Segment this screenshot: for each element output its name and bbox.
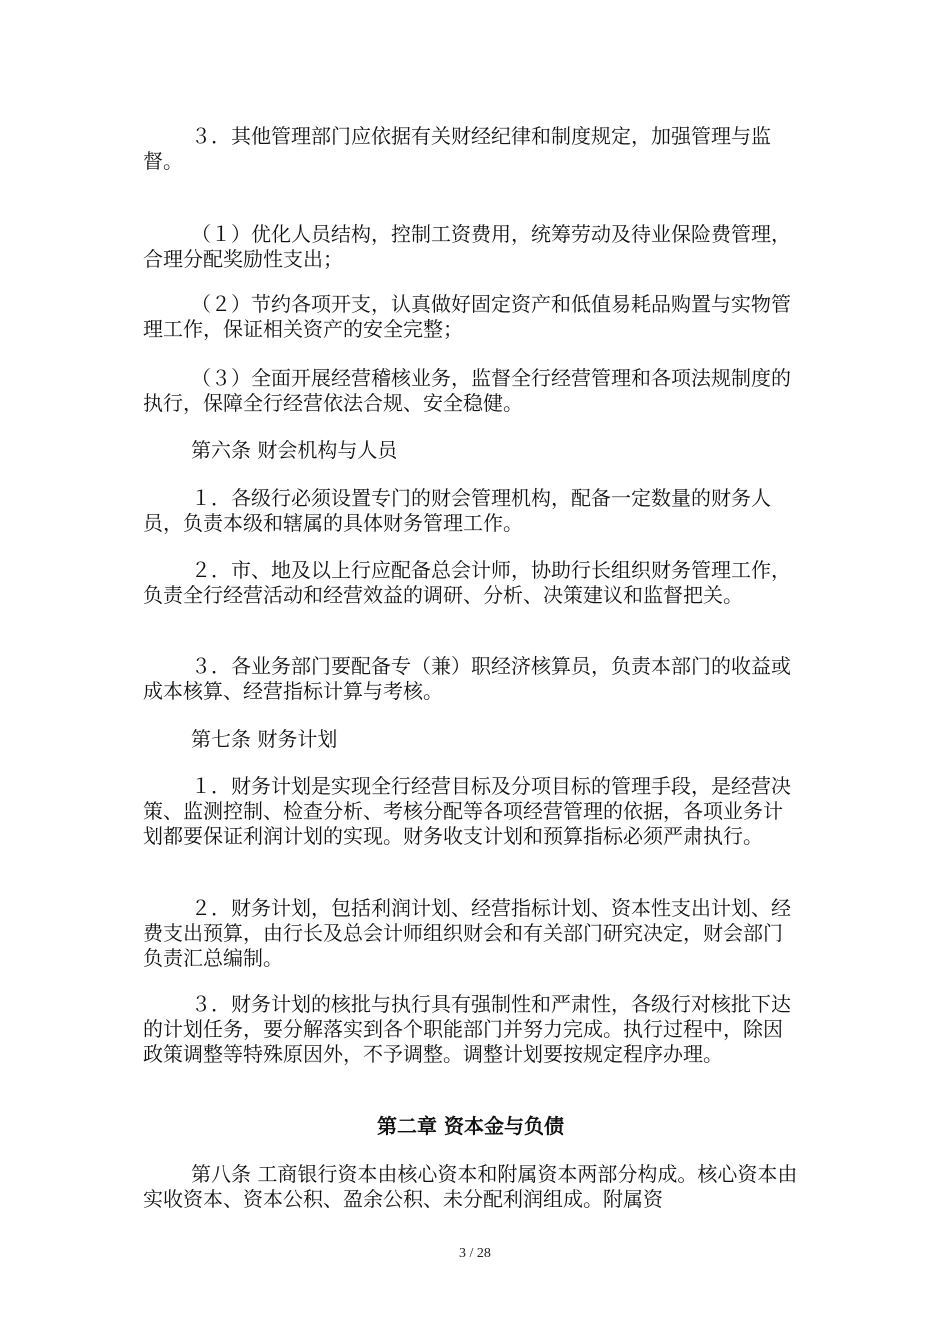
- paragraph-article6-point-3: ３．各业务部门要配备专（兼）职经济核算员，负责本部门的收益或成本核算、经营指标计算与考核。: [143, 654, 791, 703]
- paragraph-article6-point-2: ２．市、地及以上行应配备总会计师，协助行长组织财务管理工作，负责全行经营活动和经营效益的调研、分析、决策建议和监督把关。: [143, 558, 791, 607]
- paragraph-item-2-expenses: （２）节约各项开支，认真做好固定资产和低值易耗品购置与实物管理工作，保证相关资产的安全完整；: [143, 292, 791, 341]
- paragraph-article7-point-3: ３．财务计划的核批与执行具有强制性和严肃性，各级行对核批下达的计划任务，要分解落实到各个职能部门并努力完成。执行过程中，除因政策调整等特殊原因外，不予调整。调整计划要按规定程序办理。: [143, 992, 791, 1066]
- paragraph-other-departments: ３．其他管理部门应依据有关财经纪律和制度规定，加强管理与监督。: [143, 124, 771, 173]
- article-6-title: 第六条 财会机构与人员: [191, 438, 398, 462]
- page-number: 3 / 28: [459, 1246, 491, 1261]
- article-7-title: 第七条 财务计划: [191, 727, 338, 751]
- paragraph-item-3-audit: （３）全面开展经营稽核业务，监督全行经营管理和各项法规制度的执行，保障全行经营依法合规、安全稳健。: [143, 366, 791, 415]
- paragraph-article6-point-1: １．各级行必须设置专门的财会管理机构，配备一定数量的财务人员，负责本级和辖属的具体财务管理工作。: [143, 486, 771, 535]
- paragraph-article7-point-2: ２．财务计划，包括利润计划、经营指标计划、资本性支出计划、经费支出预算，由行长及总会计师组织财会和有关部门研究决定，财会部门负责汇总编制。: [143, 896, 791, 970]
- paragraph-item-1-personnel: （１）优化人员结构，控制工资费用，统筹劳动及待业保险费管理，合理分配奖励性支出；: [143, 222, 791, 271]
- paragraph-article7-point-1: １．财务计划是实现全行经营目标及分项目标的管理手段，是经营决策、监测控制、检查分析、考核分配等各项经营管理的依据，各项业务计划都要保证利润计划的实现。财务收支计划和预算指标必须严肃执行。: [143, 774, 791, 848]
- paragraph-article-8: 第八条 工商银行资本由核心资本和附属资本两部分构成。核心资本由实收资本、资本公积、盈余公积、未分配利润组成。附属资: [143, 1162, 798, 1211]
- chapter-2-heading: 第二章 资本金与负债: [377, 1114, 564, 1138]
